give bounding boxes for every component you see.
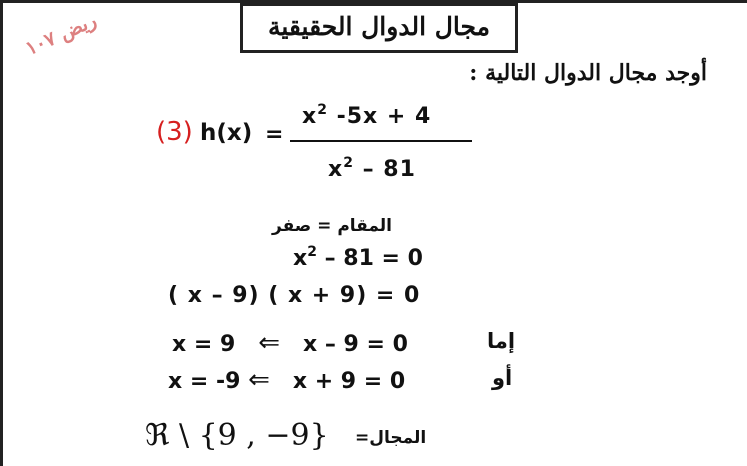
left-arrow-icon: ⇐ <box>248 365 270 395</box>
denominator: $x^2 - 81$ <box>328 155 416 182</box>
left-arrow-icon: ⇐ <box>258 328 281 358</box>
denominator-zero-label: المقام = صفر <box>272 216 393 236</box>
equals-sign: = <box>265 122 284 147</box>
left-border <box>0 0 3 466</box>
case-two-factor: x + 9 = 0 <box>292 369 406 394</box>
page-title: مجال الدوال الحقيقية <box>240 3 518 53</box>
exercise-number: (3) <box>156 117 193 147</box>
equation-line: $x^2 - 81 = 0$ <box>293 244 423 271</box>
factored-equation: ( x – 9) ( x + 9) = 0 <box>168 283 421 308</box>
domain-label: المجال= <box>355 428 427 448</box>
domain-value: ℜ \ {9 , −9} <box>145 418 329 453</box>
fraction-bar <box>290 140 472 142</box>
instruction: أوجد مجال الدوال التالية : <box>469 60 707 86</box>
numerator: $x^2$ -5x + 4 <box>302 102 432 129</box>
case-one-word: إما <box>487 329 516 353</box>
case-two-result: x = -9 <box>168 369 241 394</box>
case-two <box>168 365 405 395</box>
function-name: h(x) <box>200 120 253 146</box>
watermark: ريض ١٠٧ <box>22 9 100 60</box>
case-one-result: x = 9 <box>172 332 236 357</box>
case-one <box>172 328 408 358</box>
case-one-factor: x – 9 = 0 <box>303 332 408 357</box>
case-two-word: أو <box>492 366 513 390</box>
